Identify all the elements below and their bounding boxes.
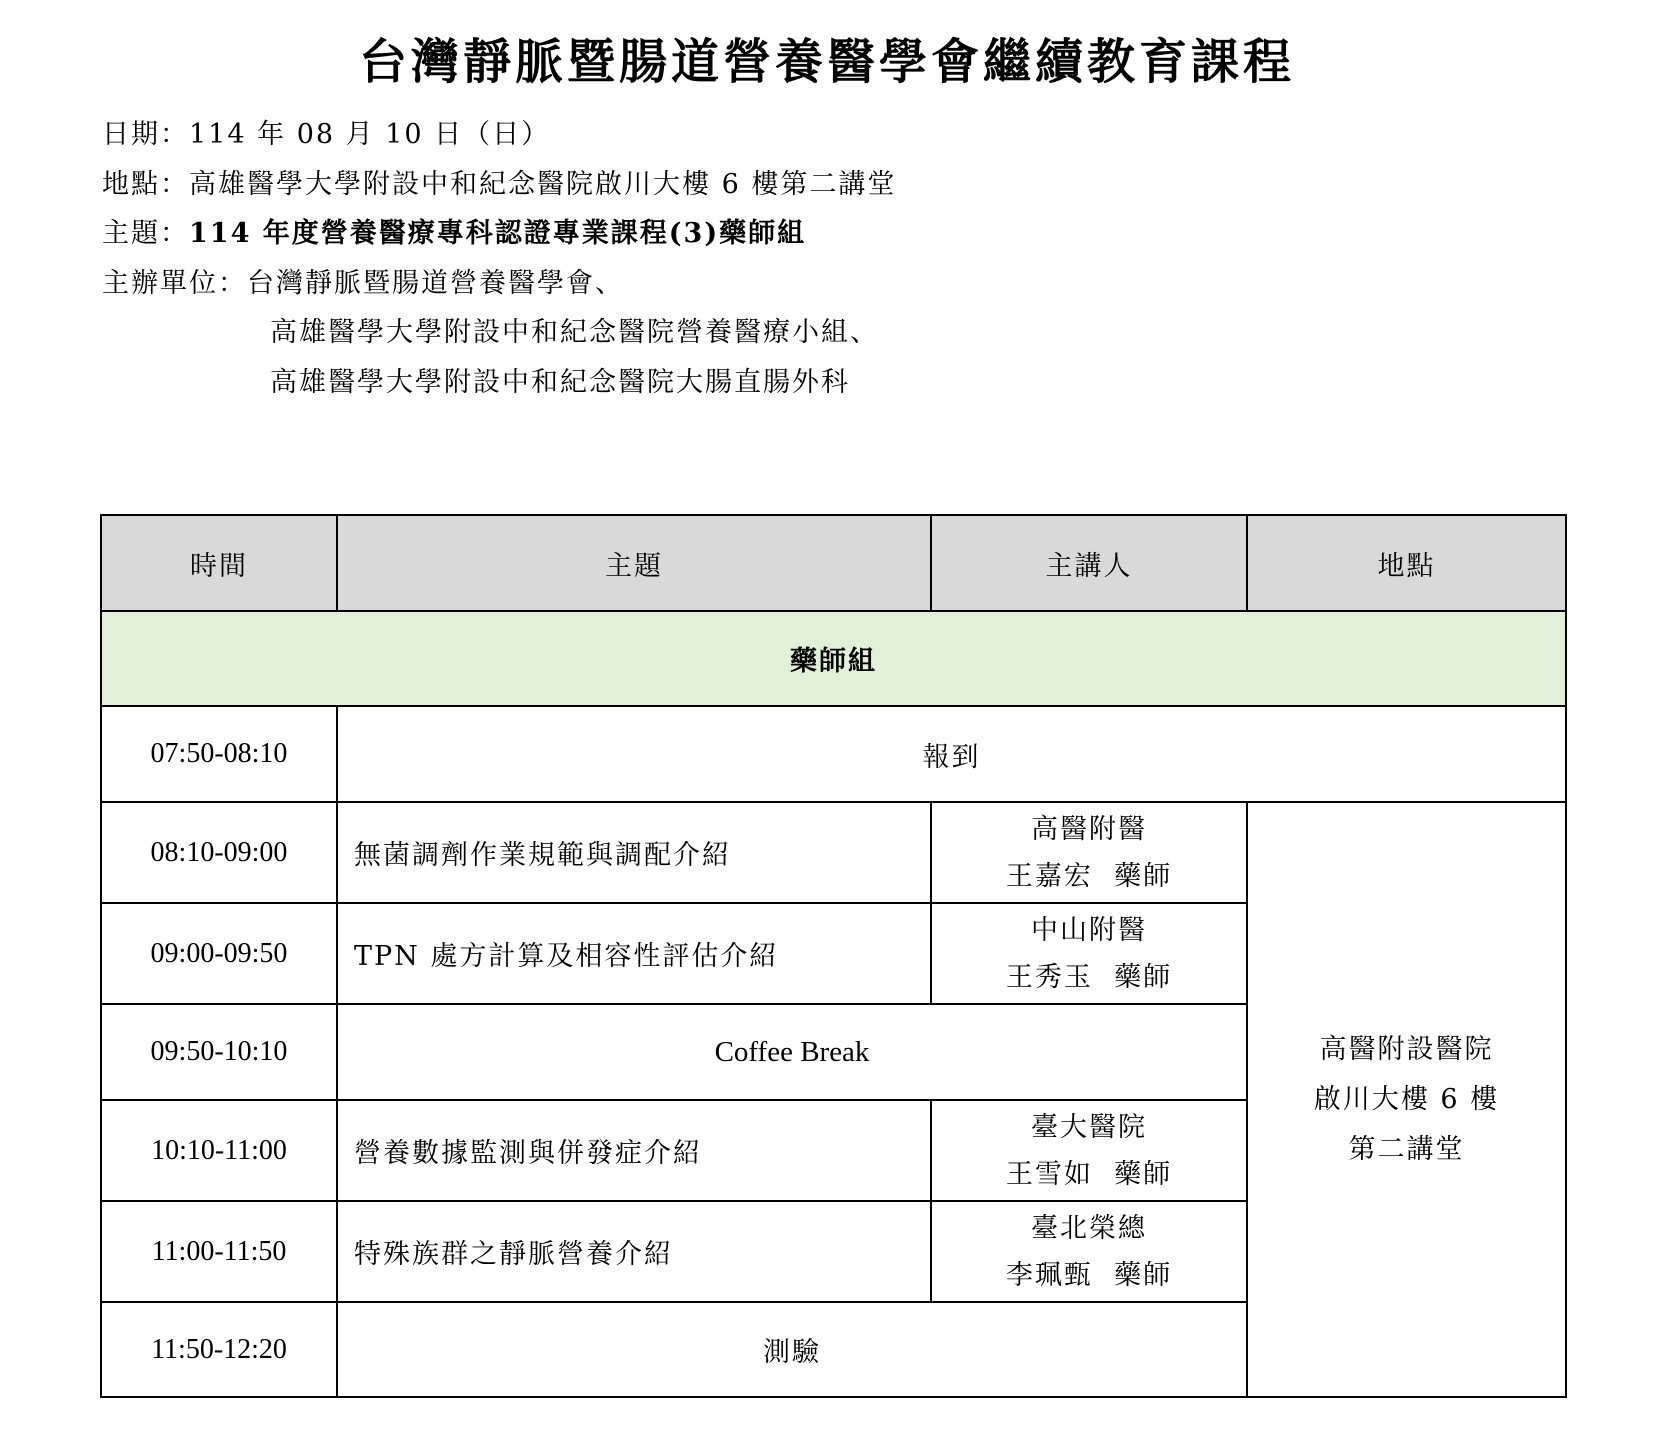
time-cell: 10:10-11:00 (101, 1100, 337, 1201)
theme-label: 主題： (102, 218, 189, 249)
location-cell (1247, 802, 1566, 1397)
location-line: 啟川大樓 6 樓 (1313, 1083, 1500, 1115)
time-cell: 09:00-09:50 (101, 903, 337, 1004)
header-speaker: 主講人 (931, 515, 1247, 611)
organizer-row (102, 259, 896, 309)
event-info (102, 110, 896, 407)
time-cell: 08:10-09:00 (101, 802, 337, 903)
schedule-table (100, 514, 1567, 1398)
topic-cell: 特殊族群之靜脈營養介紹 (337, 1201, 931, 1302)
speaker-cell (931, 1201, 1247, 1302)
theme-value: 114 年度營養醫療專科認證專業課程(3)藥師組 (189, 218, 807, 249)
table-header-row (101, 515, 1566, 611)
organizer-item: 台灣靜脈暨腸道營養醫學會、 (247, 267, 624, 299)
location-line: 第二講堂 (1348, 1133, 1465, 1165)
time-cell: 07:50-08:10 (101, 706, 337, 802)
topic-cell: 營養數據監測與併發症介紹 (337, 1100, 931, 1201)
table-row (101, 802, 1566, 903)
organizer-row (102, 358, 896, 408)
page-title: 台灣靜脈暨腸道營養醫學會繼續教育課程 (358, 34, 1295, 90)
speaker-org: 臺北榮總 (1031, 1212, 1147, 1244)
group-row (101, 611, 1566, 706)
header-topic: 主題 (337, 515, 931, 611)
speaker-cell (931, 1100, 1247, 1201)
speaker-name: 李珮甄 藥師 (1005, 1259, 1173, 1291)
topic-cell: TPN 處方計算及相容性評估介紹 (337, 903, 931, 1004)
time-cell: 11:50-12:20 (101, 1302, 337, 1397)
group-label: 藥師組 (101, 611, 1566, 706)
organizer-row (102, 308, 896, 358)
speaker-org: 臺大醫院 (1031, 1111, 1147, 1143)
registration-cell: 報到 (337, 706, 1566, 802)
time-cell: 09:50-10:10 (101, 1004, 337, 1100)
table-row (101, 706, 1566, 802)
speaker-org: 高醫附醫 (1031, 813, 1147, 845)
location-line: 高醫附設醫院 (1319, 1033, 1494, 1065)
venue-value: 高雄醫學大學附設中和紀念醫院啟川大樓 6 樓第二講堂 (189, 168, 897, 200)
venue-row (102, 160, 896, 210)
break-cell: Coffee Break (337, 1004, 1247, 1100)
speaker-name: 王雪如 藥師 (1005, 1158, 1173, 1190)
speaker-org: 中山附醫 (1031, 914, 1147, 946)
date-value: 114 年 08 月 10 日（日） (189, 119, 551, 150)
speaker-cell (931, 802, 1247, 903)
speaker-cell (931, 903, 1247, 1004)
speaker-name: 王嘉宏 藥師 (1005, 860, 1173, 892)
organizer-item: 高雄醫學大學附設中和紀念醫院營養醫療小組、 (270, 317, 879, 348)
venue-label: 地點： (102, 168, 189, 200)
topic-cell: 無菌調劑作業規範與調配介紹 (337, 802, 931, 903)
date-label: 日期： (102, 119, 189, 150)
organizer-label: 主辦單位： (102, 267, 247, 299)
header-time: 時間 (101, 515, 337, 611)
quiz-cell: 測驗 (337, 1302, 1247, 1397)
theme-row (102, 209, 896, 259)
organizer-item: 高雄醫學大學附設中和紀念醫院大腸直腸外科 (270, 366, 850, 398)
date-row (102, 110, 896, 160)
speaker-name: 王秀玉 藥師 (1005, 961, 1173, 993)
header-location: 地點 (1247, 515, 1566, 611)
time-cell: 11:00-11:50 (101, 1201, 337, 1302)
